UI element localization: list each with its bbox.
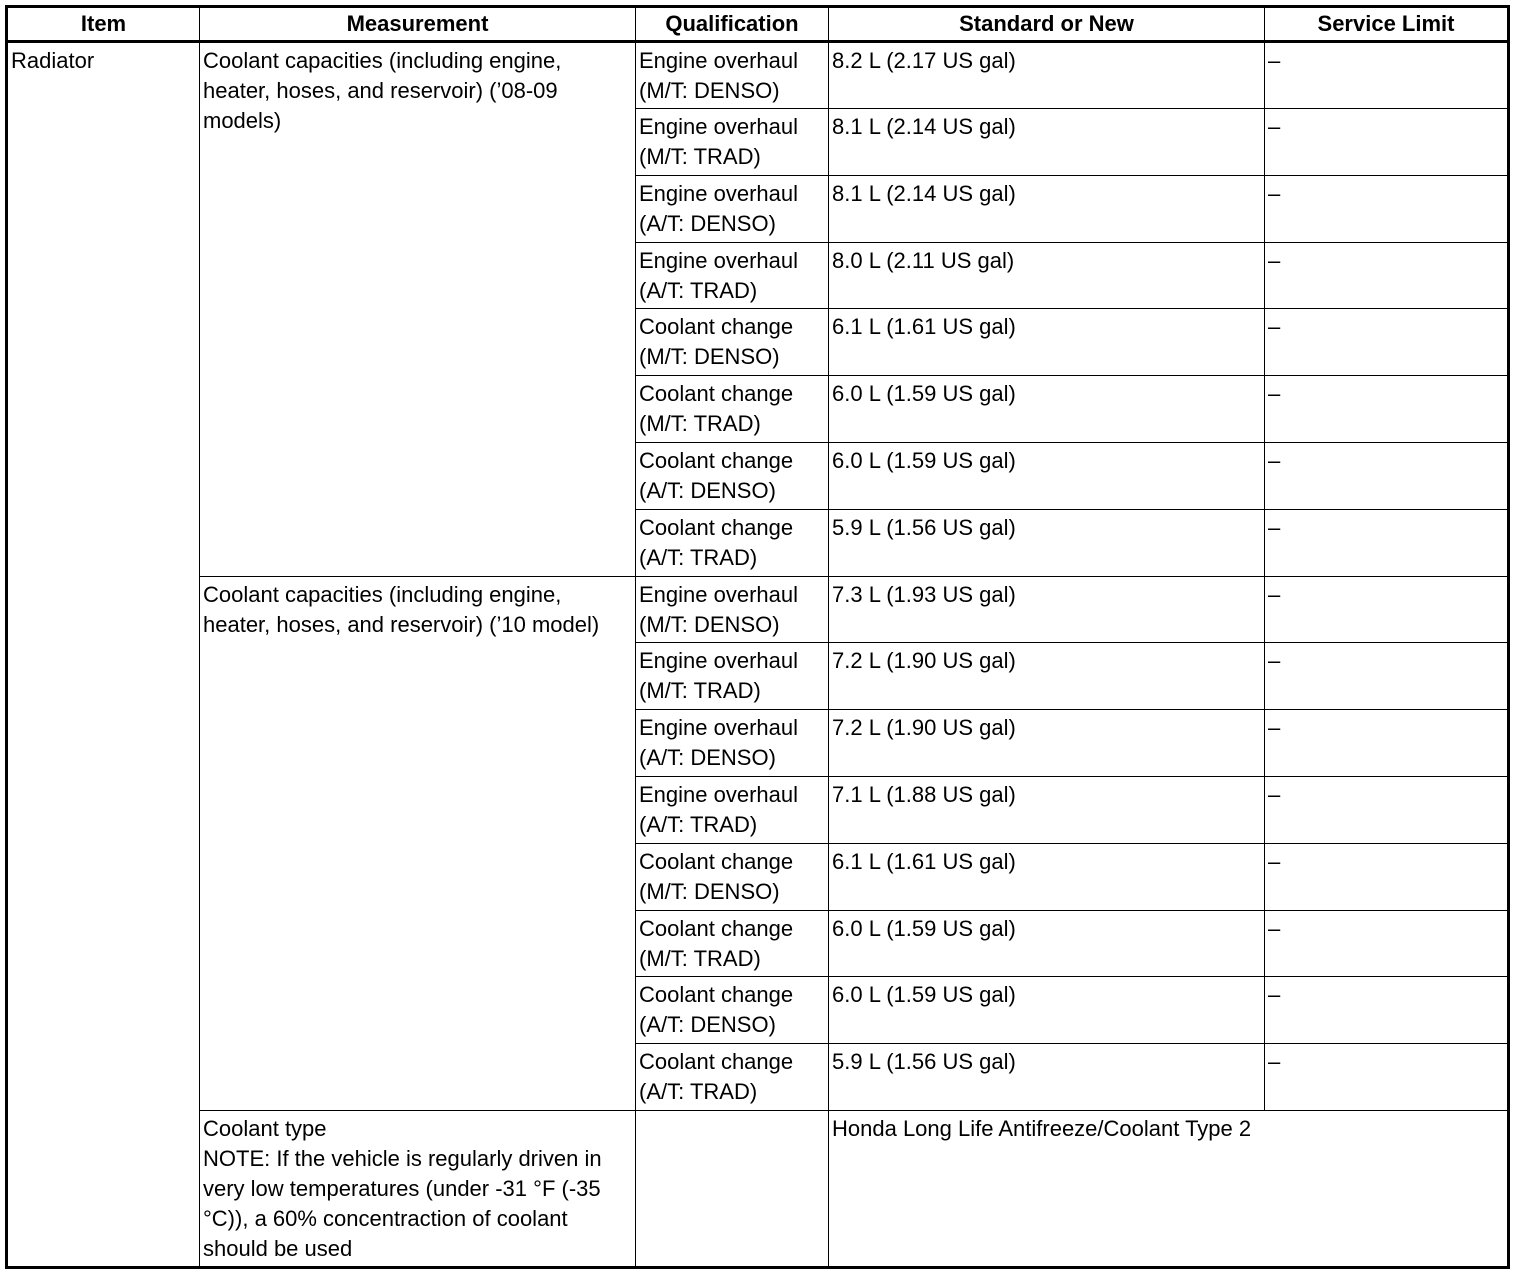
standard-cell: 6.0 L (1.59 US gal)	[829, 442, 1265, 509]
qualification-line: Engine overhaul	[639, 48, 799, 73]
qualification-line: (M/T: TRAD)	[639, 678, 761, 704]
qualification-cell	[636, 242, 829, 309]
standard-cell: 5.9 L (1.56 US gal)	[829, 509, 1265, 576]
service-limit-cell: –	[1265, 42, 1509, 109]
header-item: Item	[7, 7, 200, 42]
standard-cell: 8.1 L (2.14 US gal)	[829, 175, 1265, 242]
standard-cell: 6.1 L (1.61 US gal)	[829, 309, 1265, 376]
qualification-line: (M/T: TRAD)	[639, 411, 761, 437]
qualification-line: Coolant change	[639, 982, 794, 1008]
service-limit-cell: –	[1265, 376, 1509, 443]
header-standard: Standard or New	[829, 7, 1265, 42]
qualification-line: (A/T: DENSO)	[639, 477, 776, 503]
service-limit-cell: –	[1265, 242, 1509, 309]
coolant-type-title: Coolant type	[203, 1115, 327, 1141]
qualification-cell	[636, 509, 829, 576]
qualification-line: (A/T: TRAD)	[639, 811, 758, 837]
table-body	[7, 42, 1509, 1268]
service-limit-cell: –	[1265, 843, 1509, 910]
table-row	[7, 576, 1509, 643]
measurement-cell: Coolant capacities (including engine, heater, hoses, and reservoir) (’08-09 models)	[200, 42, 636, 577]
service-limit-cell: –	[1265, 442, 1509, 509]
standard-cell: 6.1 L (1.61 US gal)	[829, 843, 1265, 910]
qualification-line: (A/T: DENSO)	[639, 745, 776, 771]
header-measurement: Measurement	[200, 7, 636, 42]
standard-cell: 6.0 L (1.59 US gal)	[829, 376, 1265, 443]
standard-cell: 8.2 L (2.17 US gal)	[829, 42, 1265, 109]
qualification-line: (M/T: TRAD)	[639, 144, 761, 169]
service-limit-cell: –	[1265, 643, 1509, 710]
qualification-cell	[636, 576, 829, 643]
qualification-line: Engine overhaul	[639, 114, 799, 139]
qualification-line: (A/T: TRAD)	[639, 277, 758, 303]
qualification-cell	[636, 376, 829, 443]
coolant-type-note: NOTE: If the vehicle is regularly driven in very low temperatures (under -31 °F (-35 °C)), a 60% concentraction of coolant should be used	[203, 1145, 602, 1261]
qualification-line: (M/T: DENSO)	[639, 878, 780, 904]
qualification-cell	[636, 710, 829, 777]
specifications-table	[5, 5, 1510, 1269]
qualification-line: Engine overhaul	[639, 715, 799, 741]
qualification-line: (M/T: TRAD)	[639, 945, 761, 971]
service-limit-cell: –	[1265, 910, 1509, 977]
standard-cell: 8.0 L (2.11 US gal)	[829, 242, 1265, 309]
service-limit-cell: –	[1265, 710, 1509, 777]
qualification-cell	[636, 643, 829, 710]
qualification-line: Engine overhaul	[639, 247, 799, 273]
standard-cell: 7.2 L (1.90 US gal)	[829, 643, 1265, 710]
service-limit-cell: –	[1265, 109, 1509, 176]
header-row	[7, 7, 1509, 42]
coolant-type-qualification-cell	[636, 1110, 829, 1267]
measurement-cell: Coolant capacities (including engine, heater, hoses, and reservoir) (’10 model)	[200, 576, 636, 1110]
service-limit-cell: –	[1265, 576, 1509, 643]
qualification-line: (A/T: TRAD)	[639, 1079, 758, 1105]
header-qualification: Qualification	[636, 7, 829, 42]
qualification-line: Engine overhaul	[639, 648, 799, 674]
standard-cell: 6.0 L (1.59 US gal)	[829, 910, 1265, 977]
service-limit-cell: –	[1265, 309, 1509, 376]
coolant-type-measurement-cell	[200, 1110, 636, 1267]
qualification-line: Engine overhaul	[639, 180, 799, 206]
service-limit-cell: –	[1265, 509, 1509, 576]
table-row	[7, 42, 1509, 109]
qualification-line: Coolant change	[639, 314, 794, 340]
coolant-type-standard-cell: Honda Long Life Antifreeze/Coolant Type 2	[829, 1110, 1509, 1267]
service-limit-cell: –	[1265, 776, 1509, 843]
service-limit-cell: –	[1265, 977, 1509, 1044]
qualification-cell	[636, 843, 829, 910]
standard-cell: 6.0 L (1.59 US gal)	[829, 977, 1265, 1044]
qualification-cell	[636, 109, 829, 176]
standard-cell: 7.2 L (1.90 US gal)	[829, 710, 1265, 777]
qualification-line: Coolant change	[639, 1049, 794, 1075]
qualification-line: Coolant change	[639, 381, 794, 407]
qualification-cell	[636, 977, 829, 1044]
qualification-cell	[636, 776, 829, 843]
qualification-line: (A/T: TRAD)	[639, 544, 758, 570]
qualification-cell	[636, 442, 829, 509]
item-cell: Radiator	[7, 42, 200, 1268]
qualification-line: (M/T: DENSO)	[639, 611, 780, 637]
qualification-line: (M/T: DENSO)	[639, 78, 780, 103]
qualification-line: Coolant change	[639, 447, 794, 473]
service-limit-cell: –	[1265, 175, 1509, 242]
standard-cell: 5.9 L (1.56 US gal)	[829, 1044, 1265, 1111]
header-service-limit: Service Limit	[1265, 7, 1509, 42]
qualification-line: Coolant change	[639, 915, 794, 941]
standard-cell: 7.1 L (1.88 US gal)	[829, 776, 1265, 843]
qualification-line: (A/T: DENSO)	[639, 210, 776, 236]
table-row-coolant-type	[7, 1110, 1509, 1267]
qualification-line: (M/T: DENSO)	[639, 344, 780, 370]
qualification-cell	[636, 175, 829, 242]
table-header	[7, 7, 1509, 42]
qualification-cell	[636, 309, 829, 376]
qualification-line: Engine overhaul	[639, 581, 799, 607]
qualification-line: Coolant change	[639, 514, 794, 540]
qualification-cell	[636, 910, 829, 977]
qualification-cell	[636, 1044, 829, 1111]
qualification-line: (A/T: DENSO)	[639, 1012, 776, 1038]
qualification-cell	[636, 42, 829, 109]
standard-cell: 8.1 L (2.14 US gal)	[829, 109, 1265, 176]
qualification-line: Engine overhaul	[639, 781, 799, 807]
service-limit-cell: –	[1265, 1044, 1509, 1111]
standard-cell: 7.3 L (1.93 US gal)	[829, 576, 1265, 643]
qualification-line: Coolant change	[639, 848, 794, 874]
